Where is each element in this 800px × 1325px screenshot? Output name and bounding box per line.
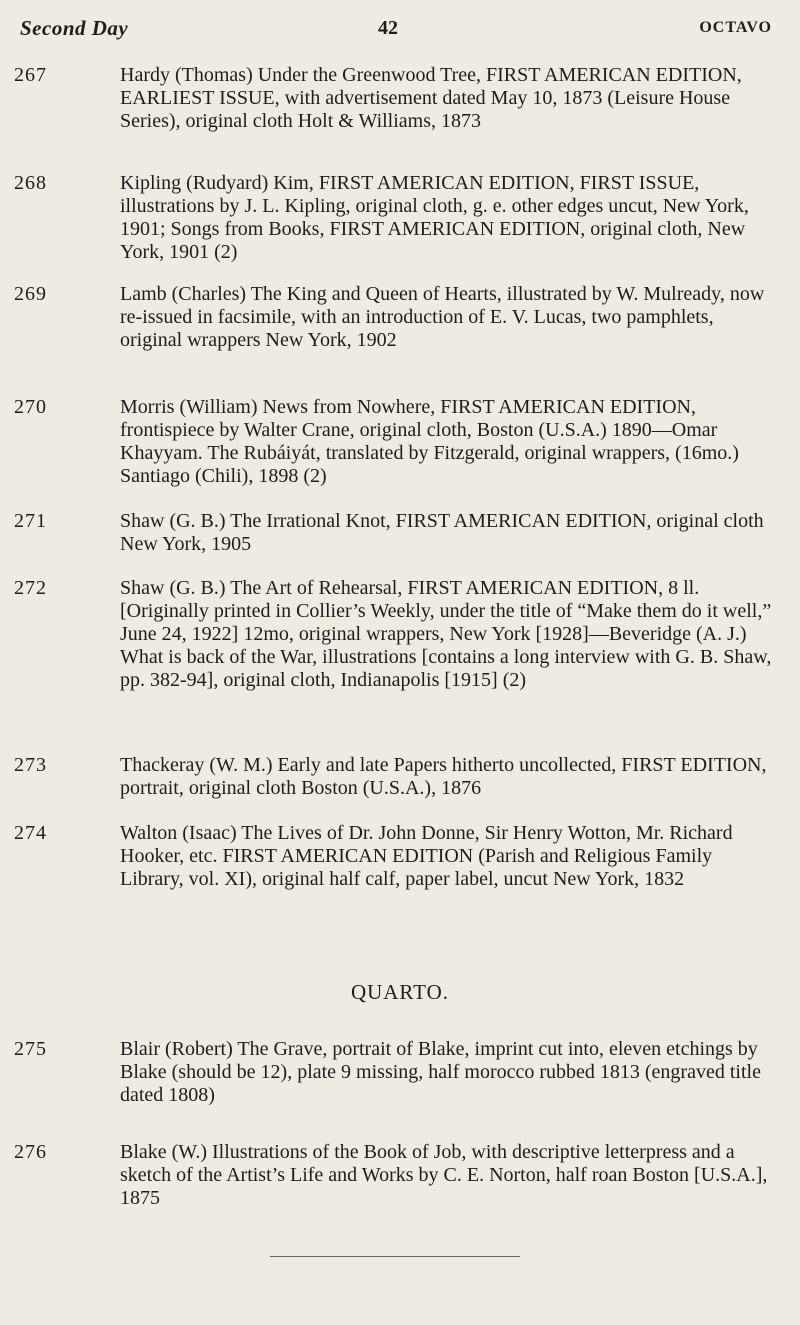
lot-number: 274 xyxy=(14,822,47,844)
format-label: OCTAVO xyxy=(699,19,772,36)
lot-description: Shaw (G. B.) The Irrational Knot, FIRST AMERICAN EDITION, original cloth New York, 1905 xyxy=(120,510,764,555)
lot-description: Walton (Isaac) The Lives of Dr. John Donne, Sir Henry Wotton, Mr. Richard Hooker, etc. FIRST AMERICAN EDITION (Parish and Religious Family Library, vol. XI), original half calf, paper label, uncut New York, 1832 xyxy=(120,822,733,890)
lot-entry xyxy=(14,510,780,556)
lot-entry xyxy=(14,172,780,264)
lot-number: 267 xyxy=(14,64,47,86)
lot-description: Lamb (Charles) The King and Queen of Hearts, illustrated by W. Mulready, now re-issued in facsimile, with an introduction of E. V. Lucas, two pamphlets, original wrappers New York, 1902 xyxy=(120,283,765,351)
page-header xyxy=(0,0,800,60)
lot-entry xyxy=(14,64,780,133)
lot-entry xyxy=(14,754,780,800)
lot-entry xyxy=(14,283,780,352)
lot-description: Thackeray (W. M.) Early and late Papers hitherto uncollected, FIRST EDITION, portrait, original cloth Boston (U.S.A.), 1876 xyxy=(120,754,767,799)
lot-number: 268 xyxy=(14,172,47,194)
lot-description: Shaw (G. B.) The Art of Rehearsal, FIRST AMERICAN EDITION, 8 ll. [Originally printed in Collier’s Weekly, under the title of “Make them do it well,” June 24, 1922] 12mo, original wrappers, New York [1928]—Beveridge (A. J.) What is back of the War, illustrations [contains a long interview with G. B. Shaw, pp. 382-94], original cloth, Indianapolis [1915] (2) xyxy=(120,577,772,691)
section-heading: QUARTO. xyxy=(350,980,450,1004)
running-title: Second Day xyxy=(20,16,129,40)
lot-entry xyxy=(14,1038,780,1107)
lot-entry xyxy=(14,1141,780,1210)
lot-number: 270 xyxy=(14,396,47,418)
lot-description: Morris (William) News from Nowhere, FIRST AMERICAN EDITION, frontispiece by Walter Crane, original cloth, Boston (U.S.A.) 1890—Omar Khayyam. The Rubáiyát, translated by Fitzgerald, original wrappers, (16mo.) Santiago (Chili), 1898 (2) xyxy=(120,396,739,487)
page-number: 42 xyxy=(378,17,398,39)
lot-number: 276 xyxy=(14,1141,47,1163)
lot-entry xyxy=(14,396,780,488)
lot-entry xyxy=(14,822,780,891)
lot-description: Blair (Robert) The Grave, portrait of Blake, imprint cut into, eleven etchings by Blake (should be 12), plate 9 missing, half morocco rubbed 1813 (engraved title dated 1808) xyxy=(120,1038,761,1106)
closing-rule xyxy=(270,1256,520,1257)
lot-description: Kipling (Rudyard) Kim, FIRST AMERICAN EDITION, FIRST ISSUE, illustrations by J. L. Kipling, original cloth, g. e. other edges uncut, New York, 1901; Songs from Books, FIRST AMERICAN EDITION, original cloth, New York, 1901 (2) xyxy=(120,172,749,263)
lot-description: Hardy (Thomas) Under the Greenwood Tree, FIRST AMERICAN EDITION, EARLIEST ISSUE, with advertisement dated May 10, 1873 (Leisure House Series), original cloth Holt & Williams, 1873 xyxy=(120,64,742,132)
lot-number: 272 xyxy=(14,577,47,599)
lot-entry xyxy=(14,577,780,692)
lot-number: 269 xyxy=(14,283,47,305)
lot-description: Blake (W.) Illustrations of the Book of Job, with descriptive letterpress and a sketch of the Artist’s Life and Works by C. E. Norton, half roan Boston [U.S.A.], 1875 xyxy=(120,1141,768,1209)
lot-number: 271 xyxy=(14,510,47,532)
lot-number: 275 xyxy=(14,1038,47,1060)
lot-number: 273 xyxy=(14,754,47,776)
